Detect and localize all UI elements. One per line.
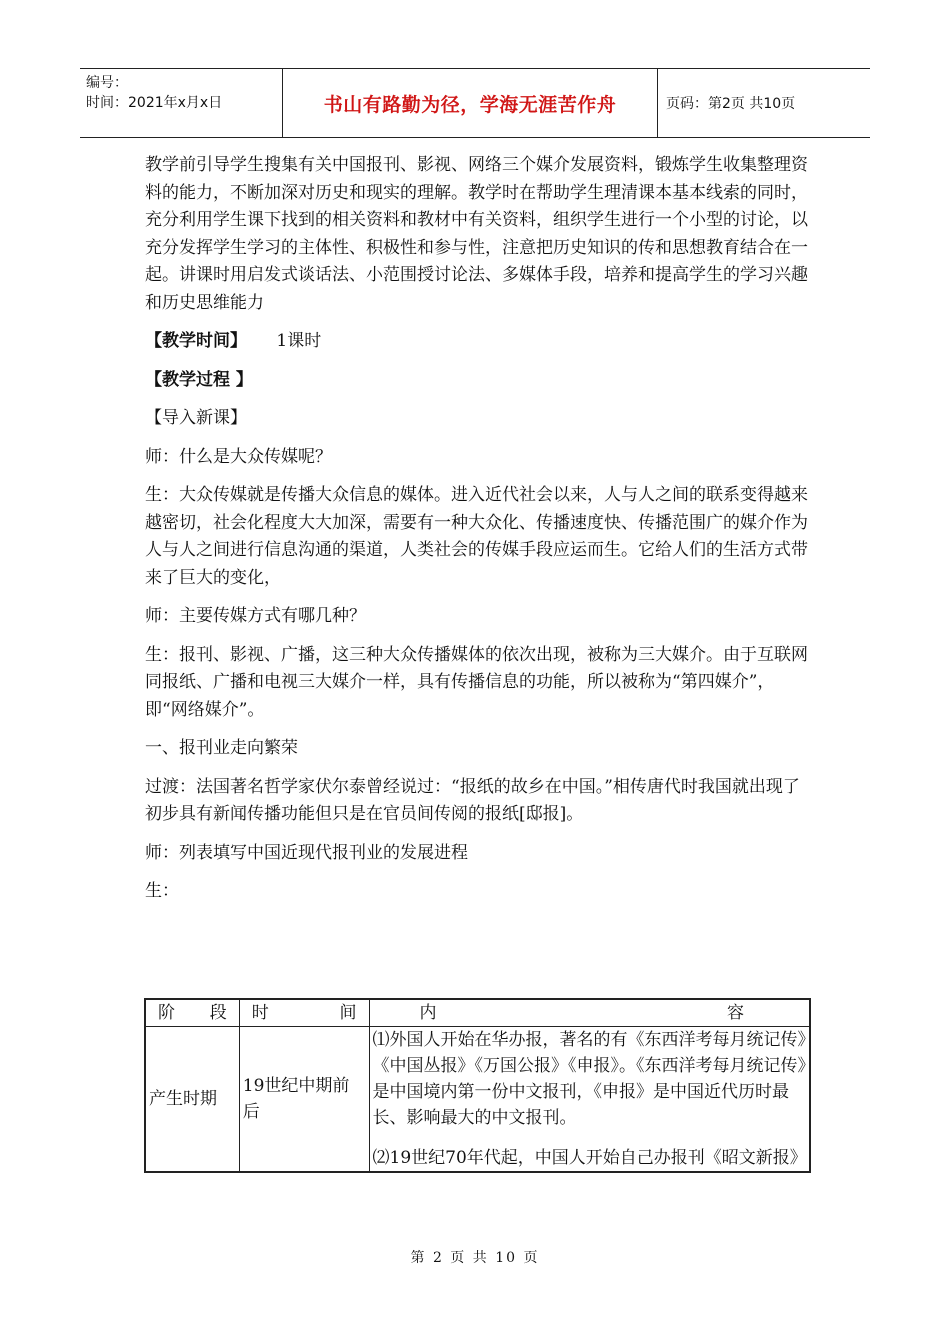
student-answer-2: 生：报刊、影视、广播，这三种大众传播媒体的依次出现，被称为三大媒介。由于互联网同报纸、广播和电视三大媒介一样，具有传播信息的功能，所以被称为“第四媒介”，即“网络媒介”。: [145, 644, 808, 720]
time-cell: 19世纪中期前后: [239, 1027, 369, 1173]
header-motto: 书山有路勤为径，学海无涯苦作舟: [283, 69, 658, 137]
document-body: [145, 152, 810, 906]
intro-paragraph: 教学前引导学生搜集有关中国报刊、影视、网络三个媒介发展资料，锻炼学生收集整理资料的能力，不断加深对历史和现实的理解。教学时在帮助学生理清课本基本线索的同时，充分利用学生课下找到的相关资料和教材中有关资料，组织学生进行一个小型的讨论，以充分发挥学生学习的主体性、积极性和参与性，注意把历史知识的传和思想教育结合在一起。讲课时用启发式谈话法、小范围授讨论法、多媒体手段，培养和提高学生的学习兴趣和历史思维能力: [145, 155, 808, 313]
intro-lesson-label: 【导入新课】: [145, 408, 247, 428]
header-page-info: 页码：第2页 共10页: [666, 96, 796, 112]
header-content: 内容: [369, 999, 810, 1027]
header-meta: [80, 69, 283, 137]
student-answer-3: 生：: [145, 881, 179, 901]
page-footer: 第 2 页 共 10 页: [410, 1250, 540, 1266]
teaching-time-label: 【教学时间】: [145, 331, 247, 351]
teaching-time-line: [145, 328, 810, 356]
teaching-process-label: 【教学过程 】: [145, 369, 253, 390]
transition-paragraph: 过渡：法国著名哲学家伏尔泰曾经说过：“报纸的故乡在中国。”相传唐代时我国就出现了初步具有新闻传播功能但只是在官员间传阅的报纸[邸报]。: [145, 776, 800, 824]
page-header: [80, 68, 870, 138]
doc-number-label: 编号：: [86, 75, 128, 91]
table-header-row: [145, 999, 810, 1027]
header-stage: 阶段: [145, 999, 239, 1027]
doc-date: 时间：2021年x月x日: [86, 95, 223, 111]
stage-cell: 产生时期: [145, 1027, 239, 1173]
section-heading-1: 一、报刊业走向繁荣: [145, 738, 298, 758]
table-row: [145, 1027, 810, 1173]
teacher-question-2: 师：主要传媒方式有哪几种？: [145, 606, 366, 626]
teacher-question-3: 师：列表填写中国近现代报刊业的发展进程: [145, 842, 468, 863]
teacher-question-1: 师：什么是大众传媒呢？: [145, 446, 332, 467]
student-answer-1: 生：大众传媒就是传播大众信息的媒体。进入近代社会以来，人与人之间的联系变得越来越密切，社会化程度大大加深，需要有一种大众化、传播速度快、传播范围广的媒介作为人与人之间进行信息沟通的渠道，人类社会的传媒手段应运而生。它给人们的生活方式带来了巨大的变化，: [145, 485, 808, 588]
header-time: 时间: [239, 999, 369, 1027]
press-development-table: [144, 998, 811, 1173]
content-item-1: ⑴外国人开始在华办报，著名的有《东西洋考每月统记传》《中国丛报》《万国公报》《申报》。《东西洋考每月统记传》是中国境内第一份中文报刊，《申报》是中国近代历时最长、影响最大的中文报刊。: [372, 1030, 806, 1128]
content-item-2: ⑵19世纪70年代起，中国人开始自己办报刊《昭文新报》: [372, 1148, 807, 1168]
content-cell: [369, 1027, 810, 1173]
teaching-time-value: 1课时: [276, 331, 322, 351]
